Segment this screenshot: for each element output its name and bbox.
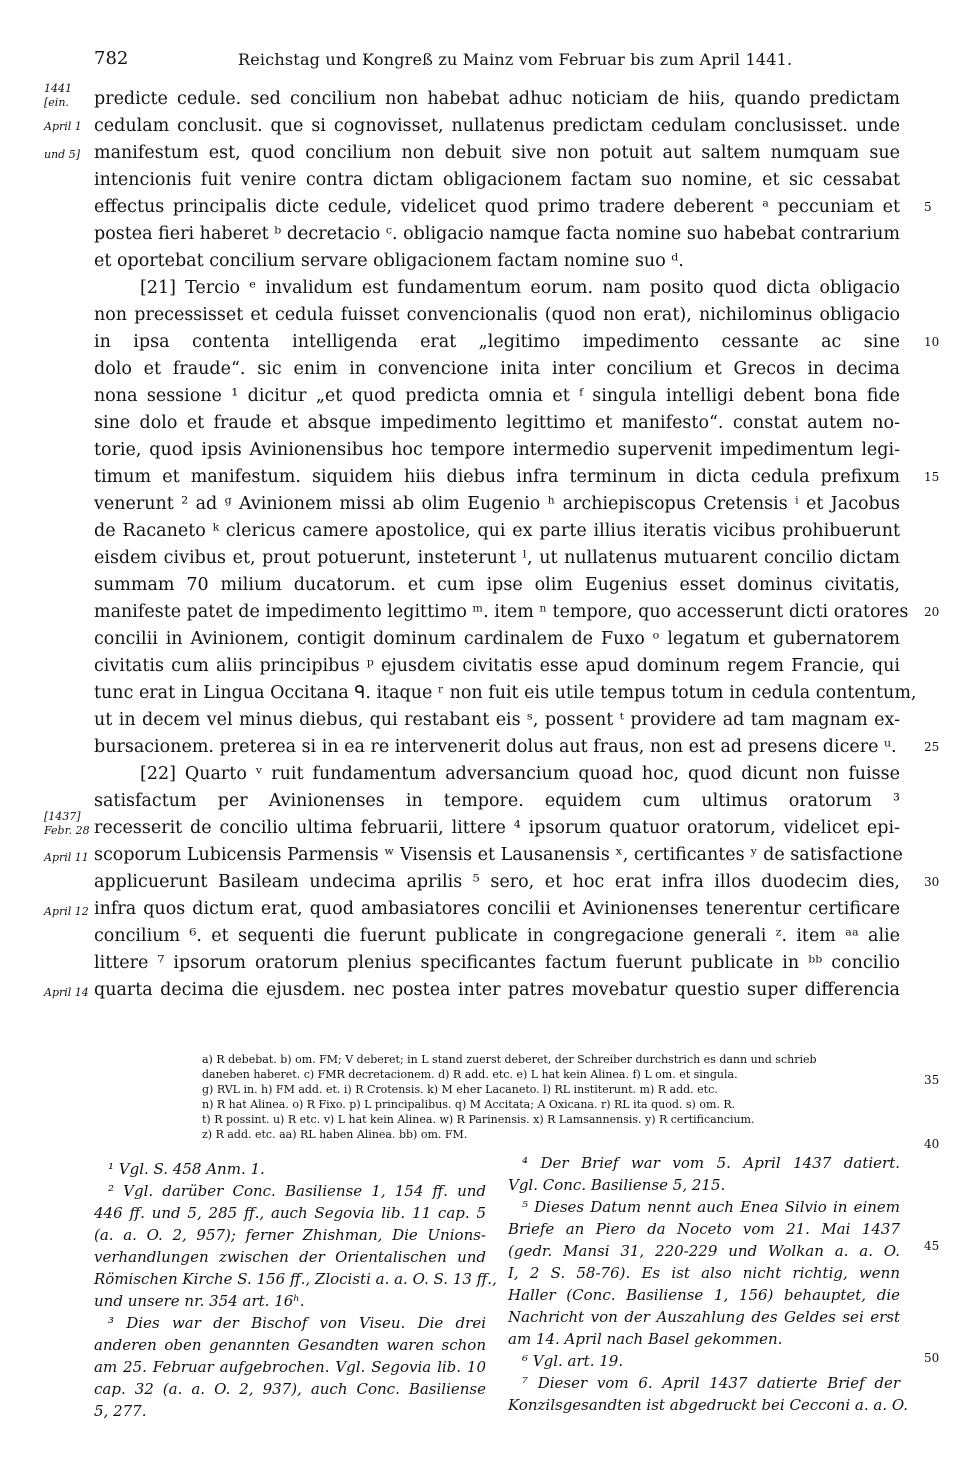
footnote-line: am 25. Februar aufgebrochen. Vgl. Segovia lib. 10	[94, 1358, 486, 1376]
text-line: infra quos dictum erat, quod ambasiatores concilii et Avinionenses tenerentur certificare	[94, 899, 900, 919]
page-header	[0, 48, 960, 74]
text-line: applicuerunt Basileam undecima aprilis ⁵ sero, et hoc erat infra illos duodecim dies,	[94, 872, 900, 892]
apparatus-line: daneben haberet. c) FMR decretacionem. d) R add. etc. e) L hat kein Alinea. f) L om. et singula.	[202, 1068, 738, 1081]
footnote-line: ² Vgl. darüber Conc. Basiliense 1, 154 ff. und	[108, 1182, 486, 1200]
text-line: predicte cedule. sed concilium non habebat adhuc noticiam de hiis, quando predictam	[94, 89, 900, 109]
apparatus-line: n) R hat Alinea. o) R Fixo. p) L principalibus. q) M Accitata; A Oxicana. r) RL ita quod. s) om. R.	[202, 1098, 736, 1111]
line-number: 25	[924, 740, 940, 754]
footnote-line: I, 2 S. 58-76). Es ist also nicht richtig, wenn	[508, 1264, 900, 1282]
text-line: satisfactum per Avinionenses in tempore. equidem cum ultimus oratorum ³	[94, 791, 900, 811]
text-line: cedulam conclusit. que si cognovisset, nullatenus predictam cedulam conclusisset. unde	[94, 116, 900, 136]
line-number: 15	[924, 470, 940, 484]
text-line: dolo et fraude“. sic enim in convencione inita inter concilium et Grecos in decima	[94, 359, 900, 379]
apparatus-line: g) RVL in. h) FM add. et. i) R Crotensis. k) M eher Lacaneto. l) RL institerunt. m) R add. etc.	[202, 1083, 718, 1096]
margin-note: [ein.	[44, 96, 69, 109]
text-line: sine dolo et fraude et absque impedimento legittimo et manifesto“. constat autem no-	[94, 413, 900, 433]
text-line: tunc erat in Lingua Occitana ᑫ. itaque ʳ non fuit eis utile tempus totum in cedula contentum,	[94, 683, 917, 703]
text-line: recesserit de concilio ultima februarii, littere ⁴ ipsorum quatuor oratorum, videlicet epi-	[94, 818, 900, 838]
text-line: venerunt ² ad ᵍ Avinionem missi ab olim Eugenio ʰ archiepiscopus Cretensis ⁱ et Jacobus	[94, 494, 900, 514]
margin-note: [1437]	[44, 810, 81, 823]
running-title: Reichstag und Kongreß zu Mainz vom Februar bis zum April 1441.	[238, 50, 793, 69]
text-line: manifestum est, quod concilium non debuit sive non potuit aut saltem numquam sue	[94, 143, 900, 163]
line-number: 35	[924, 1073, 940, 1087]
text-line: in ipsa contenta intelligenda erat „legitimo impedimento cessante ac sine	[94, 332, 900, 352]
text-line: scoporum Lubicensis Parmensis ʷ Visensis et Lausanensis ˣ, certificantes ʸ de satisfactione	[94, 845, 903, 865]
footnote-line: Nachricht von der Auszahlung des Geldes sei erst	[508, 1308, 900, 1326]
text-line: ut in decem vel minus diebus, qui restabant eis ˢ, possent ᵗ providere ad tam magnam ex-	[94, 710, 900, 730]
footnote-line: verhandlungen zwischen der Orientalischen und	[94, 1248, 486, 1266]
footnote-line: (a. a. O. 2, 957); ferner Zhishman, Die Unions-	[94, 1226, 486, 1244]
footnote-line: ⁴ Der Brief war vom 5. April 1437 datiert.	[522, 1154, 900, 1172]
text-line: bursacionem. preterea si in ea re intervenerit dolus aut fraus, non est ad presens dicere ᵘ.	[94, 737, 897, 757]
text-line: civitatis cum aliis principibus ᵖ ejusdem civitatis esse apud dominum regem Francie, qui	[94, 656, 900, 676]
page-number: 782	[94, 48, 129, 69]
text-line: littere ⁷ ipsorum oratorum plenius specificantes factum fuerunt publicate in ᵇᵇ concilio	[94, 953, 900, 973]
footnote-line: 5, 277.	[94, 1402, 147, 1420]
text-line: concilium ⁶. et sequenti die fuerunt publicate in congregacione generali ᶻ. item ᵃᵃ alie	[94, 926, 900, 946]
text-line: summam 70 milium ducatorum. et cum ipse olim Eugenius esset dominus civitatis,	[94, 575, 900, 595]
text-line: effectus principalis dicte cedule, videlicet quod primo tradere deberent ᵃ peccuniam et	[94, 197, 900, 217]
margin-note: 1441	[44, 82, 72, 95]
text-line: timum et manifestum. siquidem hiis diebus infra terminum in dicta cedula prefixum	[94, 467, 900, 487]
footnote-line: anderen oben genannten Gesandten waren schon	[94, 1336, 486, 1354]
text-line: concilii in Avinionem, contigit dominum cardinalem de Fuxo ᵒ legatum et gubernatorem	[94, 629, 900, 649]
text-line: quarta decima die ejusdem. nec postea inter patres movebatur questio super differencia	[94, 980, 900, 1000]
apparatus-line: a) R debebat. b) om. FM; V deberet; in L stand zuerst deberet, der Schreiber durchstrich es dann und schrieb	[202, 1053, 817, 1066]
text-line: de Racaneto ᵏ clericus camere apostolice, qui ex parte illius iteratis vicibus prohibuerunt	[94, 521, 900, 541]
footnote-line: und unsere nr. 354 art. 16ʰ.	[94, 1292, 305, 1310]
footnote-line: ⁵ Dieses Datum nennt auch Enea Silvio in einem	[522, 1198, 900, 1216]
text-line: [22] Quarto ᵛ ruit fundamentum adversancium quoad hoc, quod dicunt non fuisse	[140, 764, 900, 784]
footnote-line: Konzilsgesandten ist abgedruckt bei Cecconi a. a. O.	[508, 1396, 909, 1414]
line-number: 50	[924, 1351, 940, 1365]
footnote-line: ¹ Vgl. S. 458 Anm. 1.	[108, 1160, 265, 1178]
footnote-line: 446 ff. und 5, 285 ff., auch Segovia lib. 11 cap. 5	[94, 1204, 486, 1222]
line-number: 30	[924, 875, 940, 889]
text-line: eisdem civibus et, prout potuerunt, insteterunt ˡ, ut nullatenus mutuarent concilio dictam	[94, 548, 900, 568]
line-number: 10	[924, 335, 940, 349]
footnote-line: cap. 32 (a. a. O. 2, 937), auch Conc. Basiliense	[94, 1380, 486, 1398]
footnote-line: (gedr. Mansi 31, 220-229 und Wolkan a. a. O.	[508, 1242, 900, 1260]
text-line: manifeste patet de impedimento legittimo ᵐ. item ⁿ tempore, quo accesserunt dicti oratores	[94, 602, 909, 622]
footnote-line: ⁶ Vgl. art. 19.	[522, 1352, 624, 1370]
text-line: postea fieri haberet ᵇ decretacio ᶜ. obligacio namque facta nomine suo habebat contrarium	[94, 224, 900, 244]
footnote-line: am 14. April nach Basel gekommen.	[508, 1330, 783, 1348]
footnote-line: Briefe an Piero da Noceto vom 21. Mai 1437	[508, 1220, 900, 1238]
footnote-line: ⁷ Dieser vom 6. April 1437 datierte Brief der	[522, 1374, 900, 1392]
line-number: 5	[924, 200, 932, 214]
text-line: [21] Tercio ᵉ invalidum est fundamentum eorum. nam posito quod dicta obligacio	[140, 278, 900, 298]
margin-note: April 12	[44, 905, 89, 918]
line-number: 20	[924, 605, 940, 619]
margin-note: April 11	[44, 851, 89, 864]
margin-note: Febr. 28	[44, 824, 90, 837]
text-line: torie, quod ipsis Avinionensibus hoc tempore intermedio supervenit impedimentum legi-	[94, 440, 900, 460]
text-line: et oportebat concilium servare obligacionem factam nomine suo ᵈ.	[94, 251, 684, 271]
text-line: non precessisset et cedula fuisset convencionalis (quod non erat), nichilominus obligacio	[94, 305, 900, 325]
line-number: 40	[924, 1137, 940, 1151]
footnote-line: Vgl. Conc. Basiliense 5, 215.	[508, 1176, 726, 1194]
footnote-line: Römischen Kirche S. 156 ff., Zlocisti a. a. O. S. 13 ff.,	[94, 1270, 497, 1288]
text-line: nona sessione ¹ dicitur „et quod predicta omnia et ᶠ singula intelligi debent bona fide	[94, 386, 900, 406]
margin-note: April 1	[44, 120, 82, 133]
apparatus-line: z) R add. etc. aa) RL haben Alinea. bb) om. FM.	[202, 1128, 468, 1141]
apparatus-line: t) R possint. u) R etc. v) L hat kein Alinea. w) R Parinensis. x) R Lamsannensis. y) R certificancium.	[202, 1113, 755, 1126]
margin-note: und 5]	[44, 148, 80, 161]
footnote-line: Haller (Conc. Basiliense 1, 156) behauptet, die	[508, 1286, 900, 1304]
footnote-line: ³ Dies war der Bischof von Viseu. Die drei	[108, 1314, 486, 1332]
margin-note: April 14	[44, 986, 89, 999]
text-line: intencionis fuit venire contra dictam obligacionem factam suo nomine, et sic cessabat	[94, 170, 900, 190]
line-number: 45	[924, 1239, 940, 1253]
